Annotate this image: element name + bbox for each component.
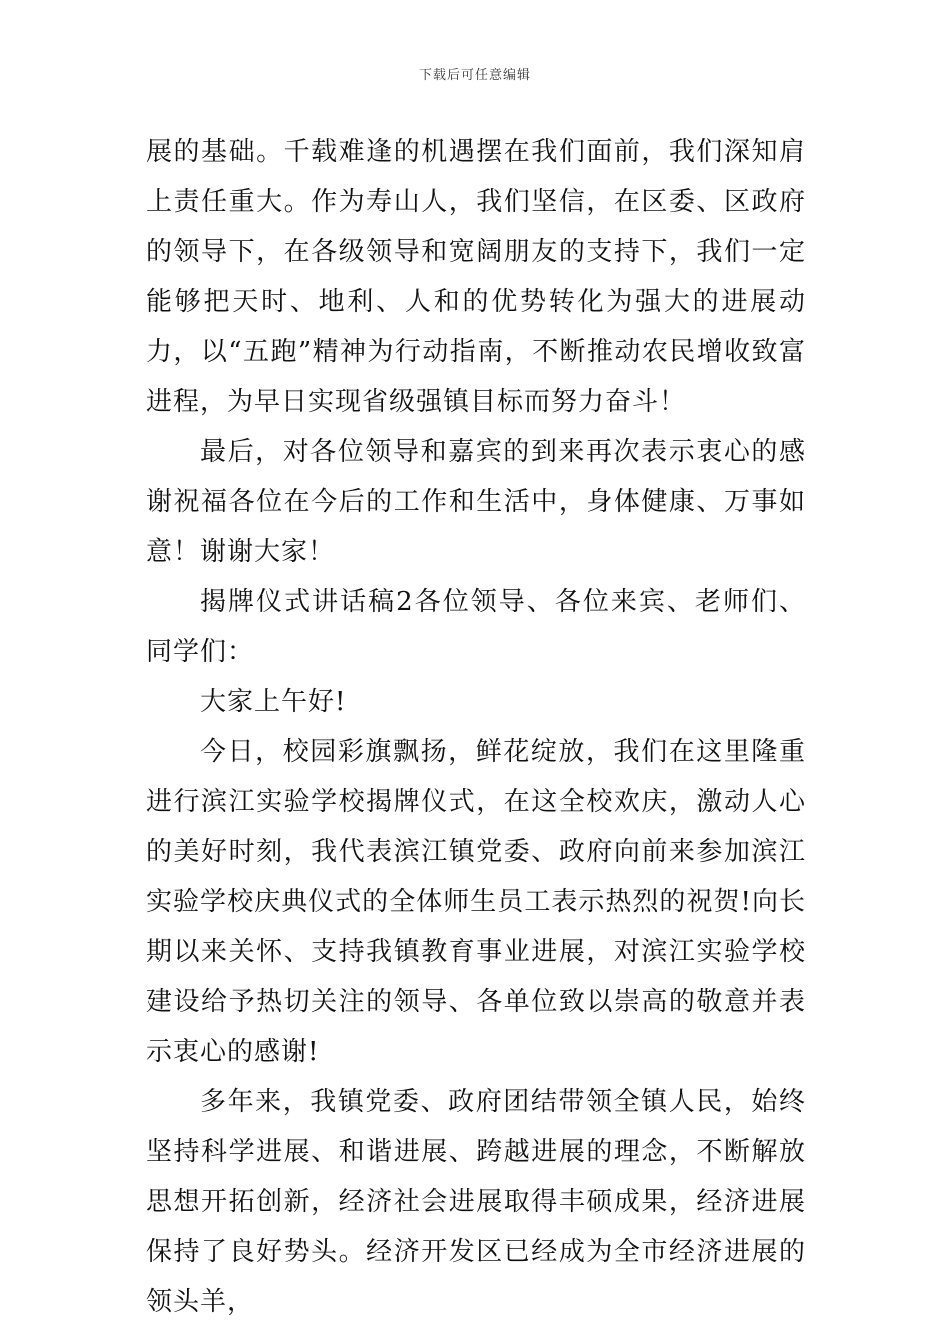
paragraph-good-morning: 大家上午好! xyxy=(200,687,347,717)
page-header: 下载后可任意编辑 xyxy=(418,68,531,83)
paragraph-continuation: 展的基础。千载难逢的机遇摆在我们面前，我们深知肩上责任重大。作为寿山人，我们坚信，在区委、区政府的领导下，在各级领导和宽阔朋友的支持下，我们一定能够把天时、地利、人和的优势转化为强大的进展动力，以“五跑”精神为行动指南，不断推动农民增收致富进程，为早日实现省级强镇目标而努力奋斗！ xyxy=(146,137,806,417)
paragraph-development: 多年来，我镇党委、政府团结带领全镇人民，始终坚持科学进展、和谐进展、跨越进展的理念，不断解放思想开拓创新，经济社会进展取得丰硕成果，经济进展保持了良好势头。经济开发区已经成为全市经济进展的领头羊， xyxy=(146,1087,806,1317)
paragraph-ceremony: 今日，校园彩旗飘扬，鲜花绽放，我们在这里隆重进行滨江实验学校揭牌仪式，在这全校欢庆，激动人心的美好时刻，我代表滨江镇党委、政府向前来参加滨江实验学校庆典仪式的全体师生员工表示热烈的祝贺!向长期以来关怀、支持我镇教育事业进展，对滨江实验学校建设给予热切关注的领导、各单位致以崇高的敬意并表示衷心的感谢! xyxy=(146,737,806,1067)
document-body xyxy=(146,127,806,1327)
paragraph-speech-2-greeting: 揭牌仪式讲话稿2各位领导、各位来宾、老师们、同学们： xyxy=(146,587,806,667)
paragraph-closing-thanks: 最后，对各位领导和嘉宾的到来再次表示衷心的感谢祝福各位在今后的工作和生活中，身体健康、万事如意！谢谢大家！ xyxy=(146,437,806,567)
